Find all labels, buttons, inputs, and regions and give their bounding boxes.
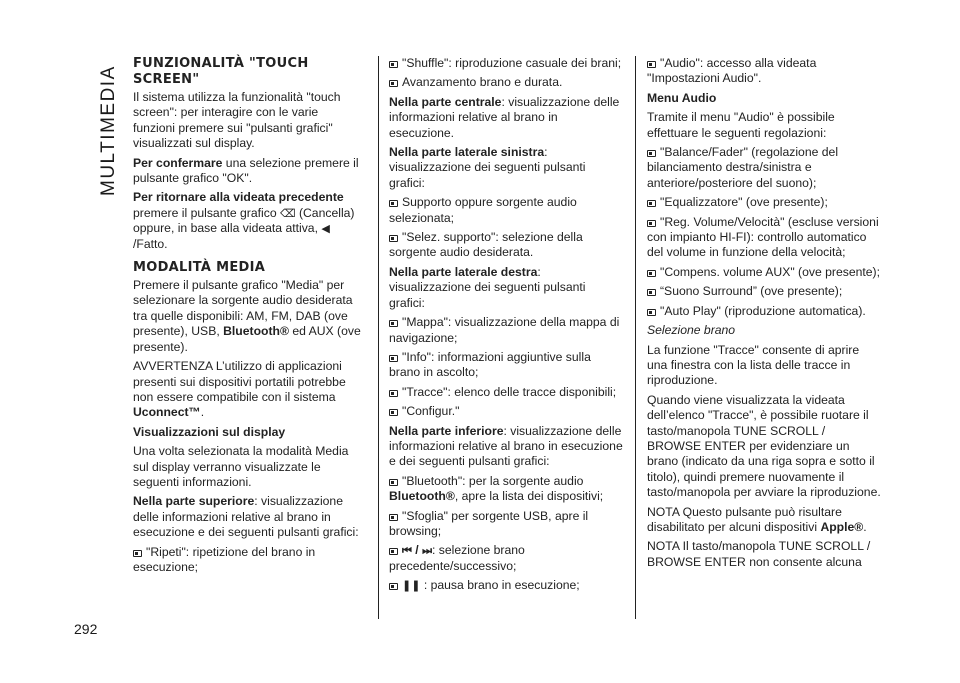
bluetooth-term: Bluetooth®: [223, 324, 289, 339]
bullet-icon: [647, 309, 656, 316]
list-item: [647, 56, 882, 87]
text: /: [411, 543, 423, 558]
list-item: [389, 543, 623, 574]
text: "Audio": accesso alla videata "Impostazioni Audio".: [647, 56, 817, 86]
text: "Configur.": [402, 404, 460, 419]
bullet-icon: [389, 200, 398, 207]
label: Nella parte inferiore: [389, 423, 504, 438]
text: ed AUX (ove presente).: [133, 324, 361, 354]
paragraph-back: [133, 190, 363, 252]
bullet-icon: [647, 220, 656, 227]
text: "Mappa": visualizzazione della mappa di navigazione;: [389, 315, 620, 345]
list-item: [647, 304, 882, 319]
text: Avanzamento brano e durata.: [402, 75, 563, 90]
paragraph-top: [133, 494, 363, 540]
list-item: [389, 56, 623, 71]
text: : visualizzazione dei seguenti pulsanti grafici:: [389, 145, 586, 190]
list-item: [647, 284, 882, 299]
text: /Fatto.: [133, 236, 168, 251]
text: .: [200, 405, 205, 420]
bullet-icon: [647, 200, 656, 207]
list-item: [647, 215, 882, 261]
next-track-icon: ⏭: [422, 544, 432, 558]
text: NOTA Questo pulsante può risultare disabilitato per alcuni dispositivi: [647, 504, 842, 534]
paragraph: Quando viene visualizzata la videata dell’elenco "Tracce", è possibile ruotare il tasto/manopola TUNE SCROLL / BROWSE ENTER per evidenziare un brano (indicato da una riga sopra e sotto il titolo), quindi premere nuovamente il tasto/manopola per avviare la riproduzione.: [647, 392, 881, 500]
paragraph-bottom: [389, 424, 623, 470]
text: “Suono Surround” (ove presente);: [660, 284, 843, 299]
label: Per ritornare alla videata precedente: [133, 190, 344, 205]
label: Per confermare: [133, 155, 223, 170]
heading-touch-screen: FUNZIONALITÀ "TOUCH SCREEN": [133, 56, 309, 87]
paragraph: Una volta selezionata la modalità Media sul display verranno visualizzate le seguenti informazioni.: [133, 444, 349, 489]
bullet-icon: [133, 550, 142, 557]
text: "Shuffle": riproduzione casuale dei brani;: [402, 56, 622, 70]
paragraph: La funzione "Tracce" consente di aprire una finestra con la lista delle tracce in riproduzione.: [647, 342, 860, 388]
text: : selezione brano precedente/successivo;: [389, 543, 525, 573]
list-item: [389, 474, 623, 505]
label: Nella parte laterale destra: [389, 264, 538, 279]
bullet-icon: [389, 548, 398, 555]
text: "Equalizzatore" (ove presente);: [660, 195, 828, 210]
text: premere il pulsante grafico: [133, 205, 280, 220]
text: : visualizzazione delle informazioni relative al brano in esecuzione e dei seguenti pulsanti grafici:: [133, 494, 359, 540]
text: "Info": informazioni aggiuntive sulla brano in ascolto;: [389, 349, 591, 380]
list-item: [389, 315, 623, 346]
text: : visualizzazione dei seguenti pulsanti grafici:: [389, 264, 586, 310]
text: Premere il pulsante grafico "Media" per selezionare la sorgente audio desiderata tra quelle disponibili: AM, FM, DAB (ove presente), USB,: [133, 278, 353, 339]
list-item: [389, 509, 623, 540]
text: : pausa brano in esecuzione;: [420, 578, 580, 593]
column-1: [133, 56, 363, 579]
label: Nella parte superiore: [133, 494, 255, 509]
subheading: Menu Audio: [647, 90, 717, 105]
list-item: [389, 578, 623, 593]
text: , apre la lista dei dispositivi;: [454, 489, 604, 504]
text: "Reg. Volume/Velocità" (escluse versioni con impianto HI-FI): controllo automatico del volume in funzione della velocità;: [647, 214, 879, 260]
bullet-icon: [389, 583, 398, 590]
paragraph: Tramite il menu "Audio" è possibile effettuare le seguenti regolazioni:: [647, 110, 835, 140]
paragraph: Il sistema utilizza la funzionalità "touch screen": per interagire con le varie funzioni premere sui "pulsanti grafici" visualizzati sul display.: [133, 90, 341, 151]
text: "Ripeti": ripetizione del brano in esecuzione;: [133, 544, 316, 574]
paragraph-center: [389, 95, 623, 141]
text: : visualizzazione delle informazioni relative al brano in esecuzione.: [389, 94, 620, 140]
text: "Selez. supporto": selezione della sorgente audio desiderata.: [389, 230, 583, 260]
back-arrow-icon: ◀: [321, 222, 330, 236]
bullet-icon: [647, 61, 656, 68]
note: [647, 505, 882, 536]
bullet-icon: [389, 479, 398, 486]
heading-media-mode: MODALITÀ MEDIA: [133, 260, 266, 276]
apple-term: Apple®: [820, 519, 864, 534]
text: "Bluetooth": per la sorgente audio: [402, 473, 584, 488]
text: AVVERTENZA L’utilizzo di applicazioni presenti sui dispositivi portatili potrebbe non essere compatibile con il sistema: [133, 359, 346, 404]
column-3: [647, 56, 882, 574]
subheading-display: [133, 425, 363, 440]
list-item: [389, 404, 623, 419]
subheading-track-selection: Selezione brano: [647, 323, 736, 338]
list-item: [389, 385, 623, 400]
section-title-vertical: [58, 56, 118, 196]
text: una selezione premere il pulsante grafico "OK".: [133, 155, 359, 186]
list-item: [647, 195, 882, 210]
bullet-icon: [389, 390, 398, 397]
subheading: Visualizzazioni sul display: [133, 424, 286, 439]
text: "Sfoglia" per sorgente USB, apre il browsing;: [389, 508, 589, 538]
note: NOTA Il tasto/manopola TUNE SCROLL / BROWSE ENTER non consente alcuna: [647, 539, 871, 569]
text: "Compens. volume AUX" (ove presente);: [660, 264, 880, 279]
list-item: [647, 265, 882, 280]
column-divider: [635, 56, 636, 619]
list-item: [389, 195, 623, 226]
column-2: [389, 56, 623, 598]
bullet-icon: [647, 289, 656, 296]
bullet-icon: [389, 80, 398, 87]
label: Nella parte centrale: [389, 94, 502, 109]
list-item: [389, 350, 623, 381]
pause-icon: ❚❚: [402, 579, 421, 593]
cancel-icon: ⌫: [280, 206, 296, 220]
text: "Balance/Fader" (regolazione del bilanciamento destra/sinistra e anteriore/posteriore del suono);: [647, 145, 839, 190]
subheading-menu-audio: [647, 91, 882, 106]
text: Supporto oppure sorgente audio selezionata;: [389, 195, 577, 225]
text: "Auto Play" (riproduzione automatica).: [660, 303, 866, 318]
previous-track-icon: ⏮: [402, 544, 412, 558]
paragraph-confirm: [133, 156, 363, 187]
page-number: 292: [74, 621, 98, 637]
uconnect-term: Uconnect™: [133, 405, 201, 420]
text: : visualizzazione delle informazioni relative al brano in esecuzione e dei seguenti pulsanti grafici:: [389, 423, 623, 469]
bullet-icon: [389, 355, 398, 362]
text: .: [863, 519, 867, 534]
section-title: MULTIMEDIA: [98, 65, 119, 196]
paragraph-media: [133, 278, 363, 355]
paragraph-right: [389, 265, 623, 311]
text: (Cancella) oppure, in base alla videata attiva,: [133, 205, 355, 236]
text: "Tracce": elenco delle tracce disponibili;: [402, 384, 617, 399]
bluetooth-term: Bluetooth®: [389, 489, 455, 504]
bullet-icon: [389, 514, 398, 521]
bullet-icon: [389, 61, 398, 68]
column-divider: [378, 56, 379, 619]
bullet-icon: [647, 270, 656, 277]
bullet-icon: [647, 150, 656, 157]
list-item: [133, 545, 363, 576]
bullet-icon: [389, 235, 398, 242]
warning: [133, 359, 363, 421]
paragraph-left: [389, 145, 623, 191]
list-item: [647, 145, 882, 191]
bullet-icon: [389, 409, 398, 416]
label: Nella parte laterale sinistra: [389, 145, 545, 160]
bullet-icon: [389, 320, 398, 327]
list-item: [389, 230, 623, 261]
list-item: [389, 75, 623, 90]
